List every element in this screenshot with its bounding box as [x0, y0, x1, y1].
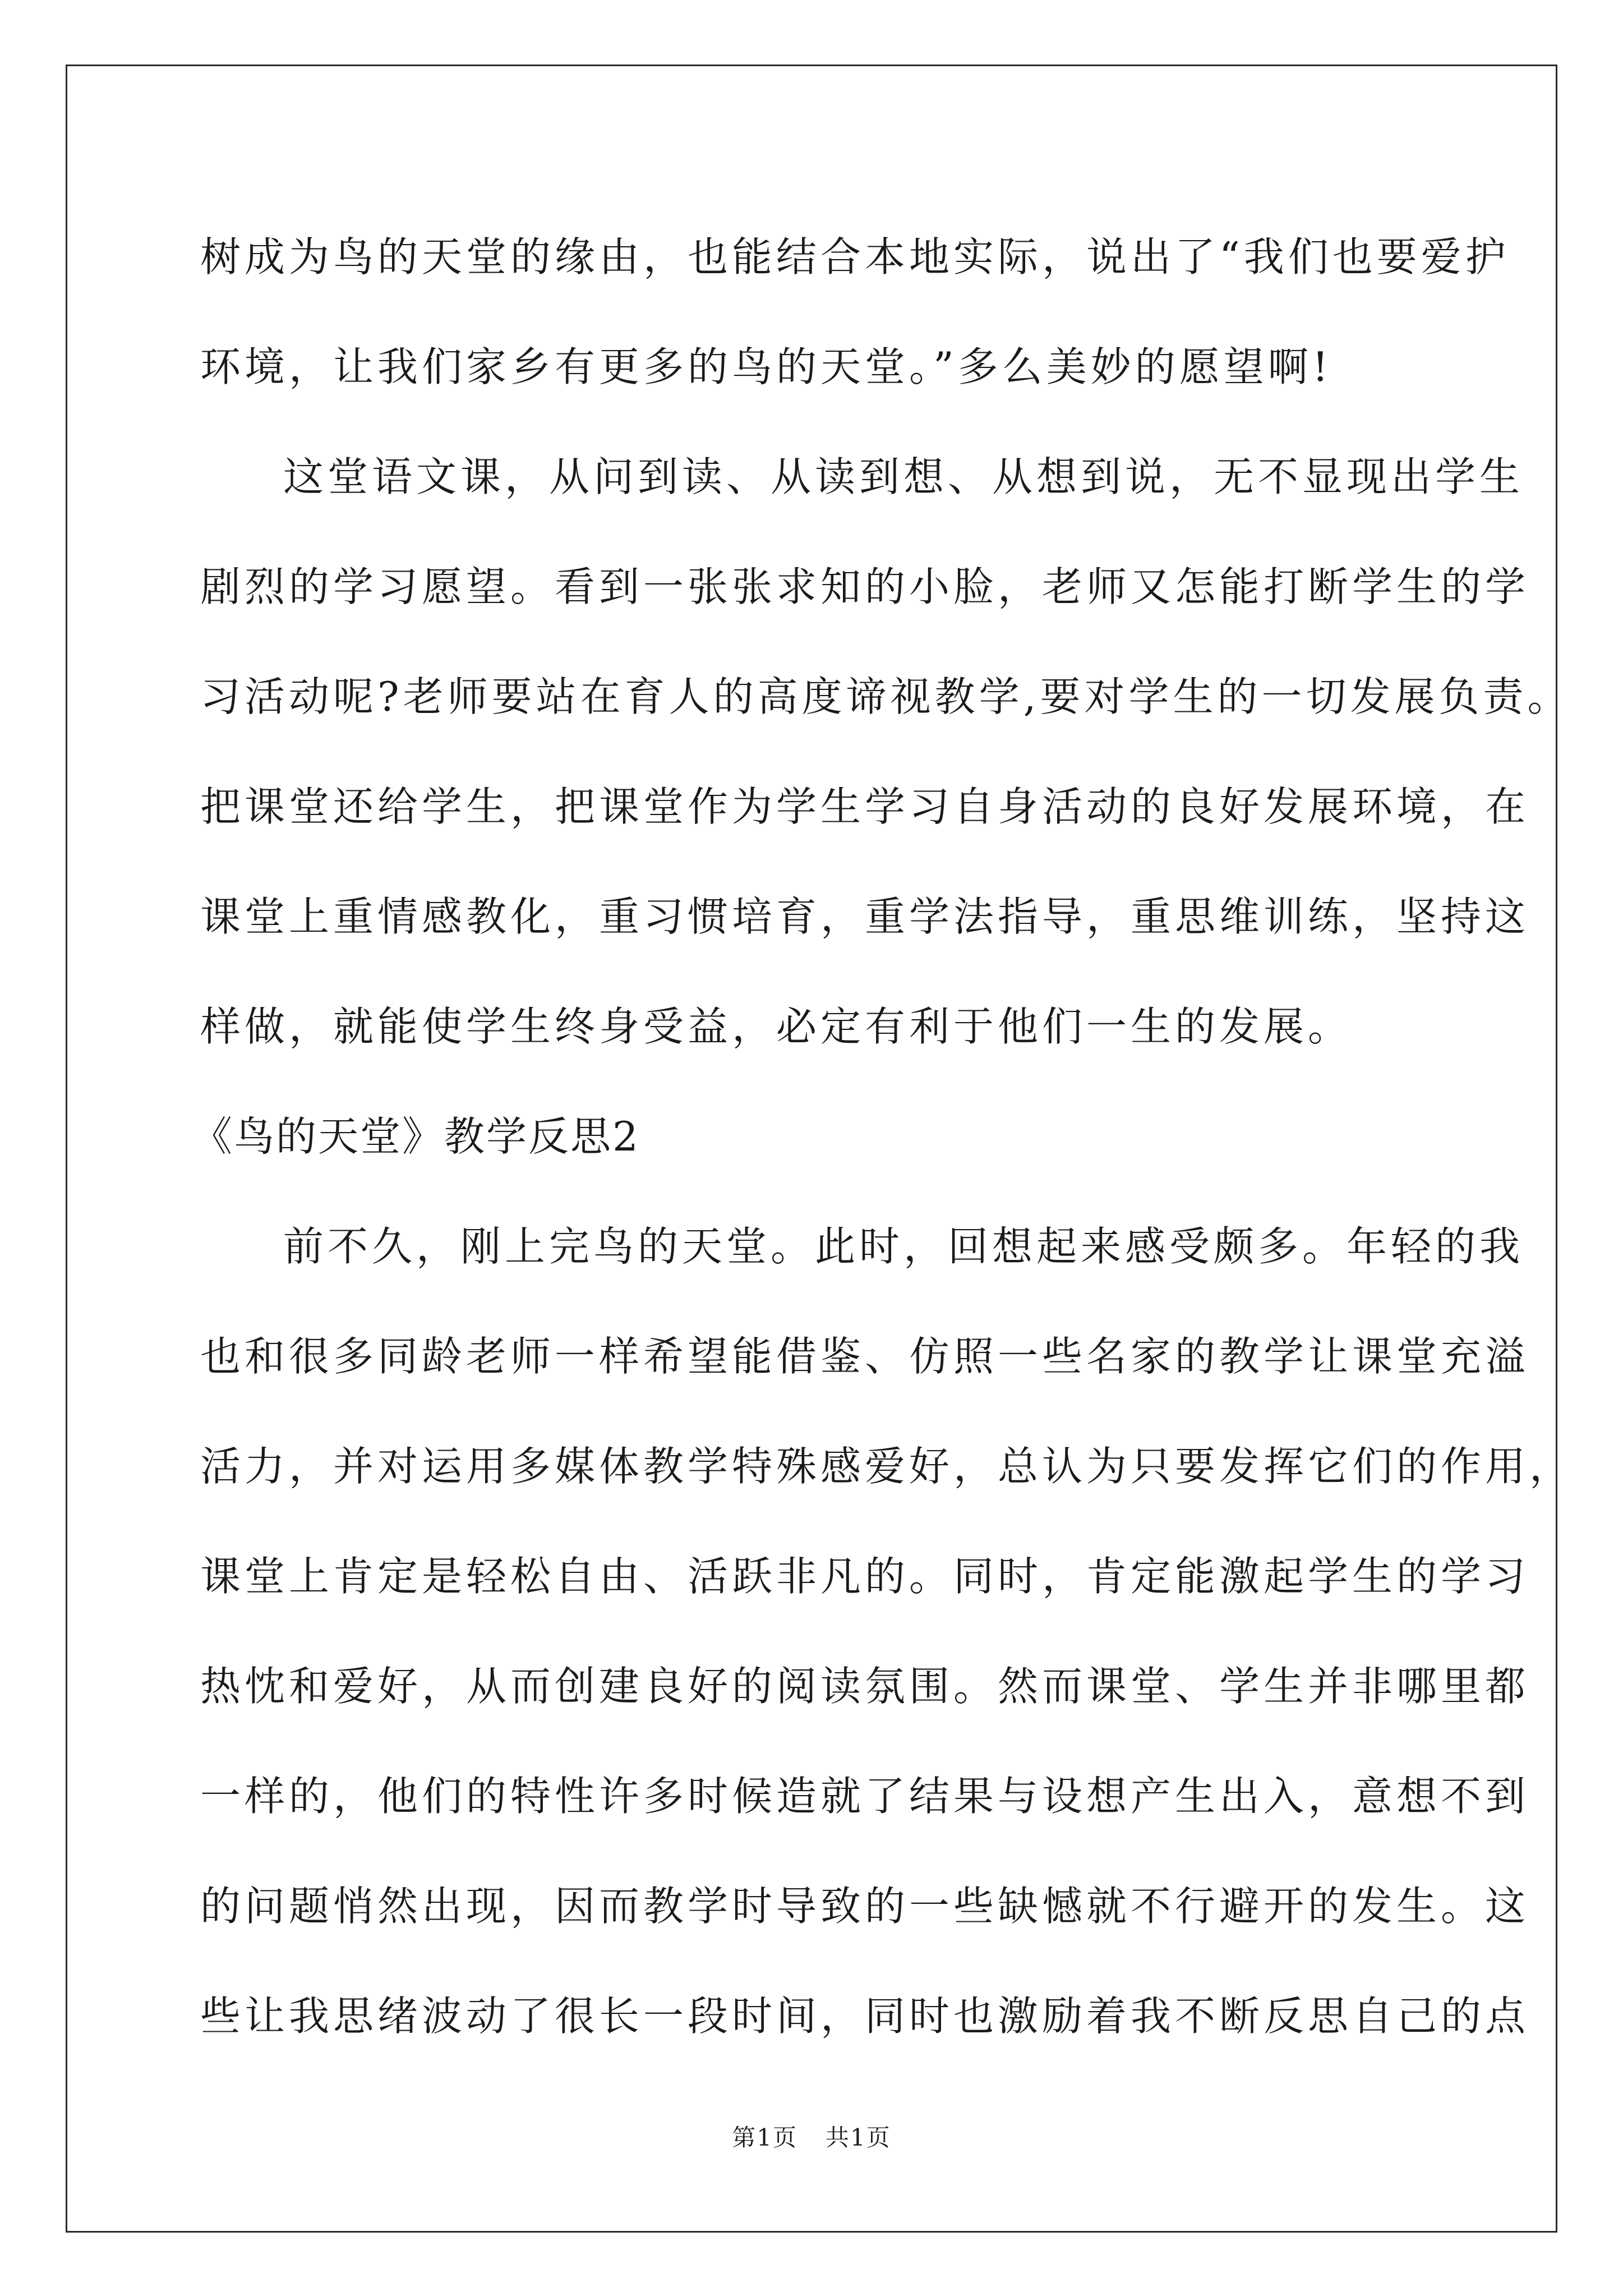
text-line: 剧烈的学习愿望。看到一张张求知的小脸，老师又怎能打断学生的学 — [200, 563, 1530, 610]
text-line: 样做，就能使学生终身受益，必定有利于他们一生的发展。 — [200, 1003, 1353, 1050]
document-body — [192, 202, 1574, 2071]
text-line: 热忱和爱好，从而创建良好的阅读氛围。然而课堂、学生并非哪里都 — [200, 1663, 1530, 1710]
page-number: 第1页 — [732, 2124, 797, 2151]
paragraph-start-line: 前不久，刚上完鸟的天堂。此时，回想起来感受颇多。年轻的我 — [283, 1223, 1524, 1270]
text-line: 课堂上重情感教化，重习惯培育，重学法指导，重思维训练，坚持这 — [200, 893, 1530, 940]
text-line: 活力，并对运用多媒体教学特殊感爱好，总认为只要发挥它们的作用， — [200, 1443, 1574, 1490]
text-line: 的问题悄然出现，因而教学时导致的一些缺憾就不行避开的发生。这 — [200, 1883, 1530, 1930]
text-line: 把课堂还给学生，把课堂作为学生学习自身活动的良好发展环境，在 — [200, 783, 1530, 830]
section-heading: 《鸟的天堂》教学反思2 — [192, 1113, 640, 1160]
page-footer — [0, 2119, 1623, 2153]
page-total: 共1页 — [826, 2124, 891, 2151]
text-line: 环境，让我们家乡有更多的鸟的天堂。”多么美妙的愿望啊! — [200, 343, 1332, 390]
text-line: 一样的，他们的特性许多时候造就了结果与设想产生出入，意想不到 — [200, 1773, 1530, 1820]
text-line: 树成为鸟的天堂的缘由，也能结合本地实际，说出了“我们也要爱护 — [200, 233, 1510, 280]
paragraph-start-line: 这堂语文课，从问到读、从读到想、从想到说，无不显现出学生 — [283, 453, 1524, 500]
text-line: 习活动呢?老师要站在育人的高度谛视教学,要对学生的一切发展负责。 — [200, 673, 1572, 720]
text-line: 也和很多同龄老师一样希望能借鉴、仿照一些名家的教学让课堂充溢 — [200, 1333, 1530, 1380]
text-line: 些让我思绪波动了很长一段时间，同时也激励着我不断反思自己的点 — [200, 1993, 1530, 2040]
text-line: 课堂上肯定是轻松自由、活跃非凡的。同时，肯定能激起学生的学习 — [200, 1553, 1530, 1600]
